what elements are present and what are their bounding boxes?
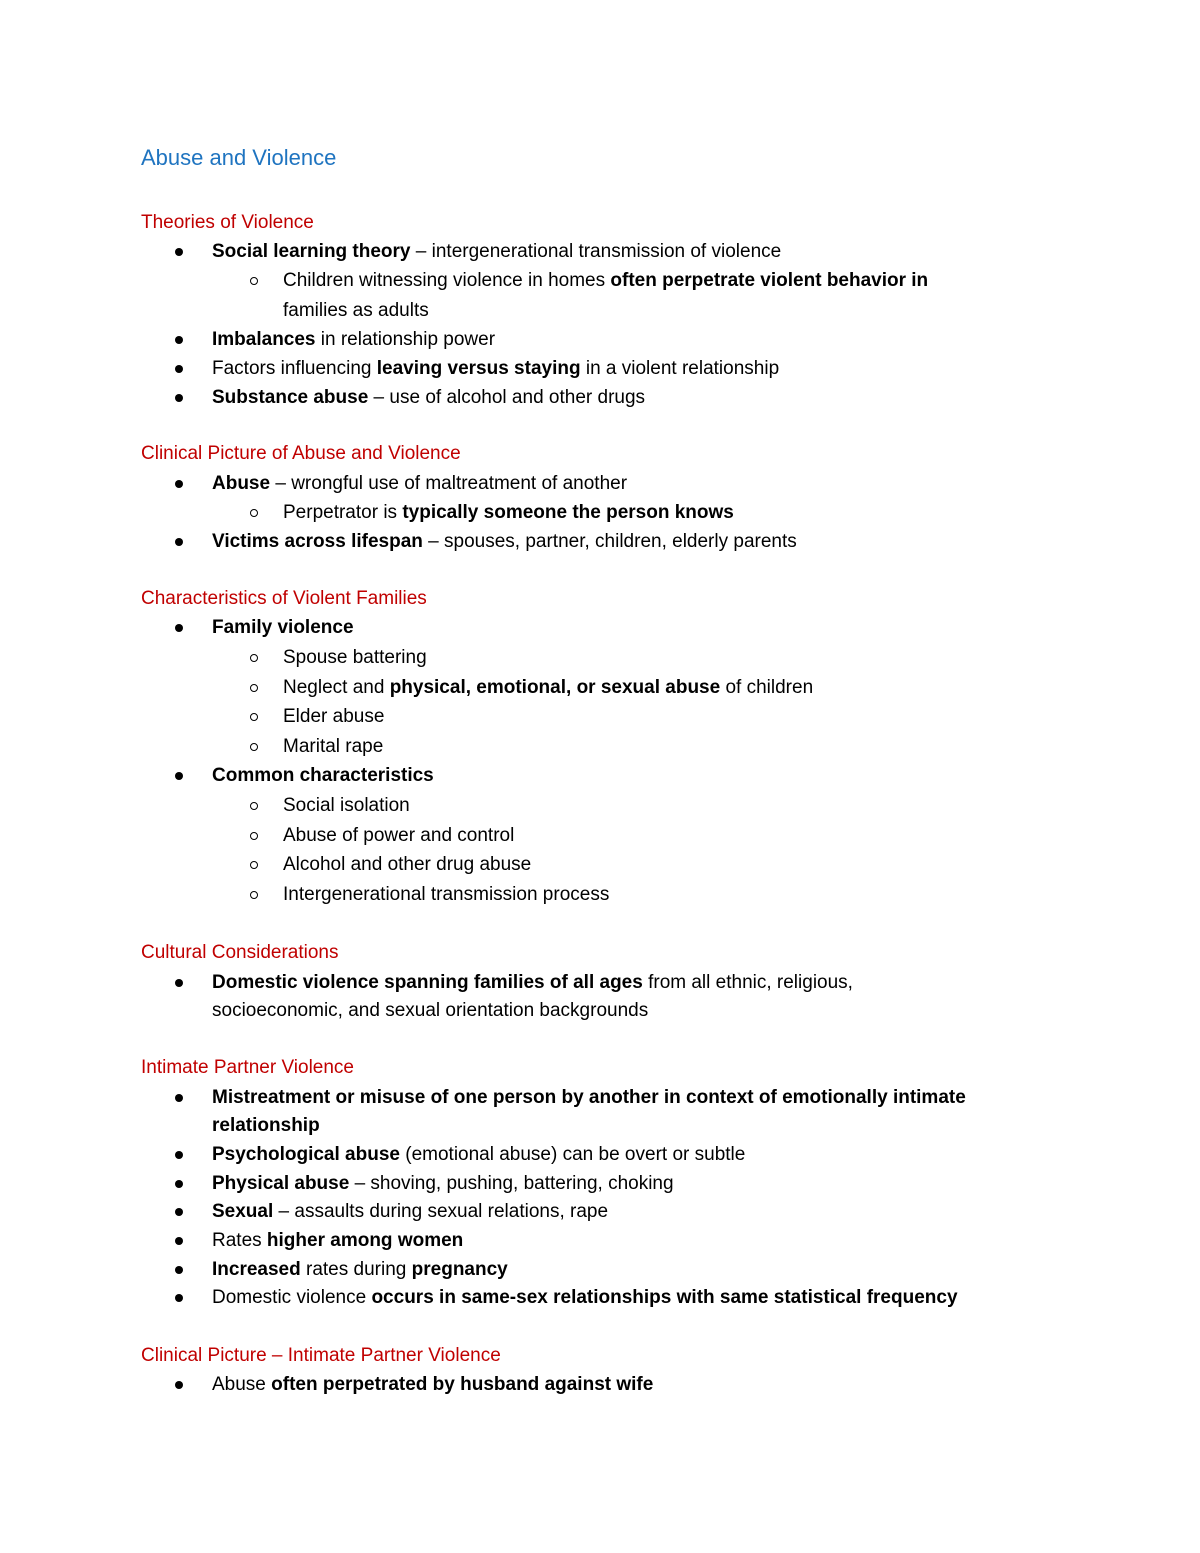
- sub-bullet-icon: [250, 832, 258, 840]
- list-item-continuation: socioeconomic, and sexual orientation backgrounds: [212, 1000, 649, 1021]
- section-heading: Theories of Violence: [141, 212, 314, 233]
- sub-bullet-icon: [250, 654, 258, 662]
- list-item: Physical abuse – shoving, pushing, battering, choking: [212, 1173, 674, 1194]
- sub-list-item: Neglect and physical, emotional, or sexual abuse of children: [283, 677, 814, 698]
- sub-bullet-icon: [250, 509, 258, 517]
- bullet-icon: [175, 365, 183, 373]
- bullet-icon: [175, 1094, 183, 1102]
- list-item-continuation: relationship: [212, 1115, 320, 1136]
- bullet-icon: [175, 1266, 183, 1274]
- sub-bullet-icon: [250, 891, 258, 899]
- list-item: Abuse – wrongful use of maltreatment of another: [212, 473, 628, 494]
- bullet-icon: [175, 538, 183, 546]
- list-item: Rates higher among women: [212, 1230, 464, 1251]
- bullet-icon: [175, 1180, 183, 1188]
- bullet-icon: [175, 248, 183, 256]
- list-item: Family violence: [212, 617, 354, 638]
- sub-list-item: Abuse of power and control: [283, 825, 515, 846]
- sub-list-item: Spouse battering: [283, 647, 427, 668]
- sub-bullet-icon: [250, 713, 258, 721]
- sub-list-item-continuation: families as adults: [283, 300, 429, 321]
- list-item: Sexual – assaults during sexual relations, rape: [212, 1201, 609, 1222]
- section-heading: Intimate Partner Violence: [141, 1057, 354, 1078]
- sub-list-item: Marital rape: [283, 736, 384, 757]
- list-item: Substance abuse – use of alcohol and other drugs: [212, 387, 646, 408]
- sub-list-item: Social isolation: [283, 795, 410, 816]
- list-item: Common characteristics: [212, 765, 434, 786]
- bullet-icon: [175, 394, 183, 402]
- list-item: Imbalances in relationship power: [212, 329, 496, 350]
- bullet-icon: [175, 979, 183, 987]
- list-item: Psychological abuse (emotional abuse) can be overt or subtle: [212, 1144, 746, 1165]
- list-item: Domestic violence occurs in same-sex relationships with same statistical frequency: [212, 1287, 958, 1308]
- bullet-icon: [175, 772, 183, 780]
- section-heading: Characteristics of Violent Families: [141, 588, 427, 609]
- sub-bullet-icon: [250, 743, 258, 751]
- bullet-icon: [175, 1208, 183, 1216]
- bullet-icon: [175, 336, 183, 344]
- sub-bullet-icon: [250, 277, 258, 285]
- bullet-icon: [175, 1237, 183, 1245]
- list-item: Victims across lifespan – spouses, partner, children, elderly parents: [212, 531, 797, 552]
- bullet-icon: [175, 624, 183, 632]
- section-heading: Clinical Picture – Intimate Partner Violence: [141, 1345, 501, 1366]
- bullet-icon: [175, 1151, 183, 1159]
- bullet-icon: [175, 1381, 183, 1389]
- sub-list-item: Elder abuse: [283, 706, 385, 727]
- list-item: Social learning theory – intergenerational transmission of violence: [212, 241, 782, 262]
- sub-list-item: Perpetrator is typically someone the person knows: [283, 502, 734, 523]
- bullet-icon: [175, 480, 183, 488]
- sub-bullet-icon: [250, 802, 258, 810]
- section-heading: Cultural Considerations: [141, 942, 339, 963]
- sub-list-item: Intergenerational transmission process: [283, 884, 610, 905]
- sub-bullet-icon: [250, 861, 258, 869]
- list-item: Abuse often perpetrated by husband against wife: [212, 1374, 654, 1395]
- sub-list-item: Children witnessing violence in homes often perpetrate violent behavior in: [283, 270, 929, 291]
- list-item: Factors influencing leaving versus staying in a violent relationship: [212, 358, 780, 379]
- sub-bullet-icon: [250, 684, 258, 692]
- list-item: Mistreatment or misuse of one person by another in context of emotionally intimate: [212, 1087, 966, 1108]
- list-item: Domestic violence spanning families of all ages from all ethnic, religious,: [212, 972, 853, 993]
- bullet-icon: [175, 1294, 183, 1302]
- section-heading: Clinical Picture of Abuse and Violence: [141, 443, 461, 464]
- list-item: Increased rates during pregnancy: [212, 1259, 508, 1280]
- document-title: Abuse and Violence: [141, 145, 337, 170]
- sub-list-item: Alcohol and other drug abuse: [283, 854, 532, 875]
